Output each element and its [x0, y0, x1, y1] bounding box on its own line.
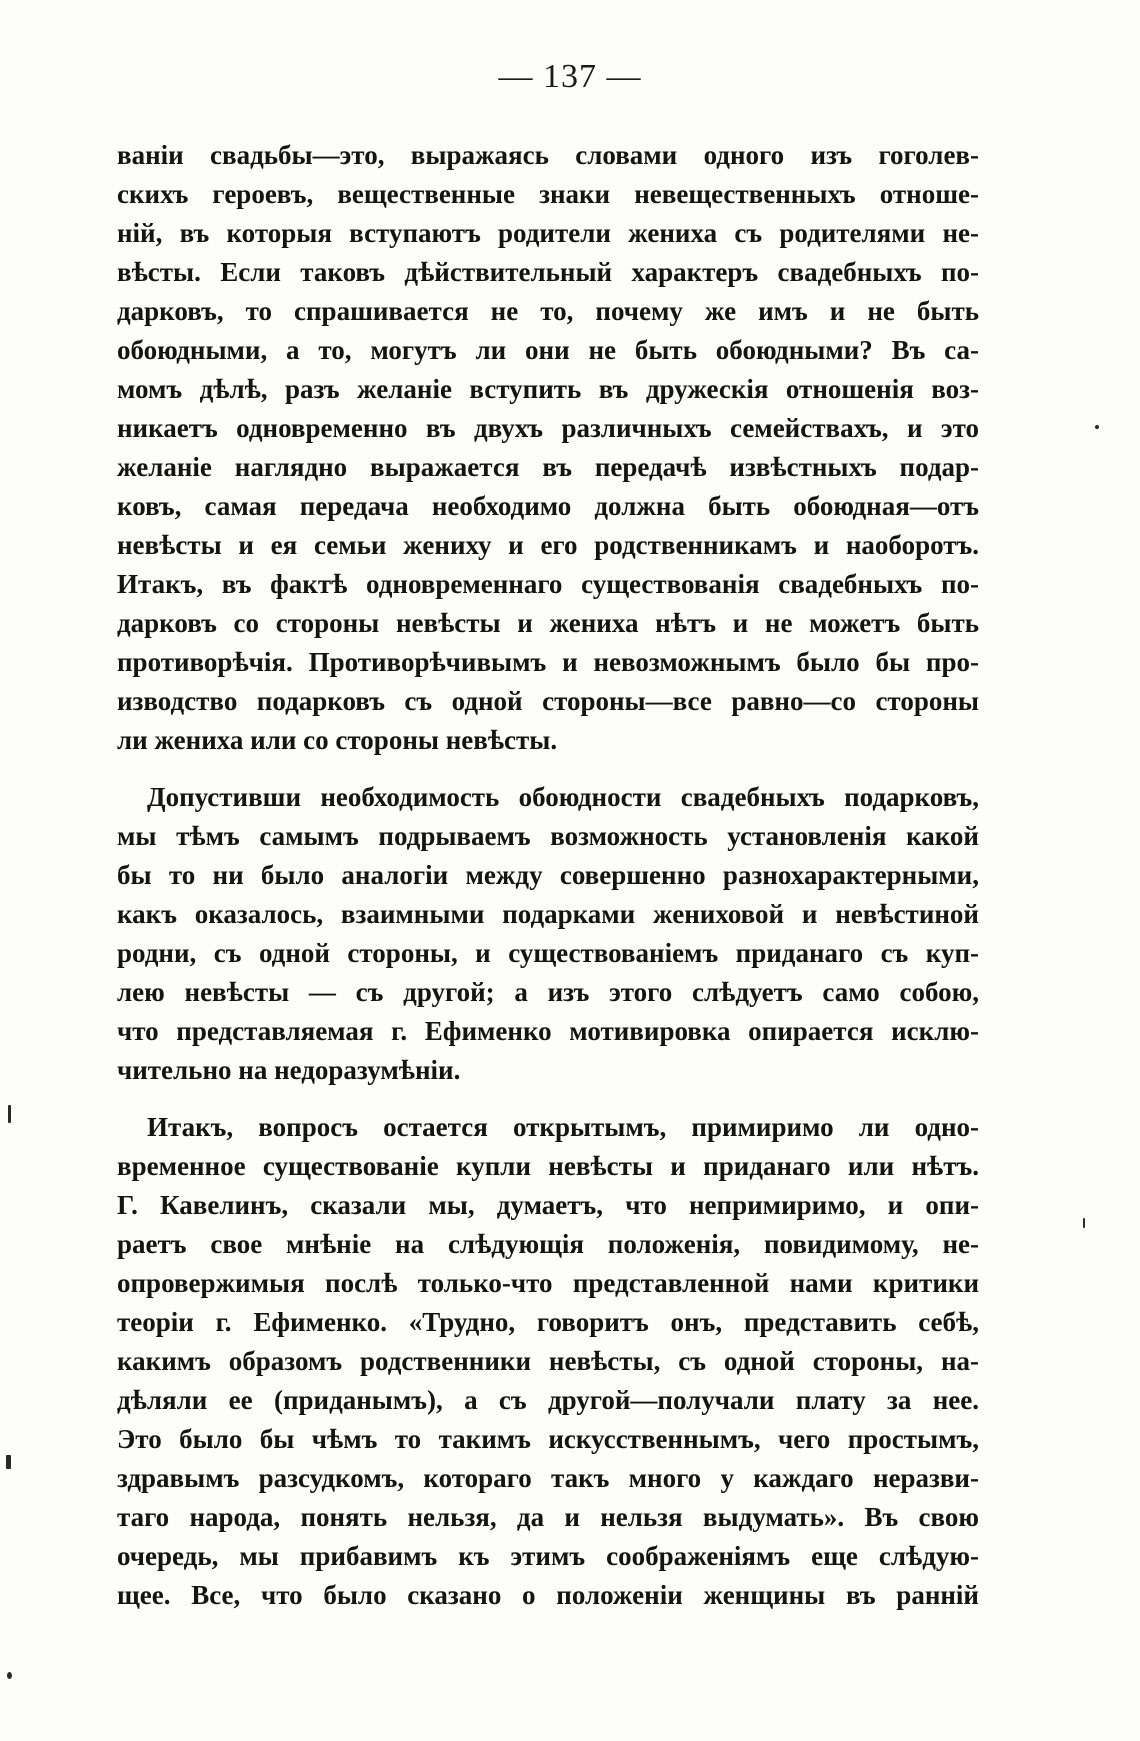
text-line: дарковъ со стороны невѣсты и жениха нѣтъ и не можетъ быть	[117, 608, 979, 638]
text-line: какимъ образомъ родственники невѣсты, съ одной стороны, на-	[117, 1346, 979, 1376]
text-line: Это было бы чѣмъ то такимъ искусственнымъ, чего простымъ,	[117, 1424, 979, 1454]
text-line: изводство подарковъ съ одной стороны—все равно—со стороны	[117, 686, 979, 716]
text-line: очередь, мы прибавимъ къ этимъ соображеніямъ еще слѣдую-	[117, 1541, 979, 1571]
text-line: обоюдными, а то, могутъ ли они не быть обоюдными? Въ са-	[117, 335, 979, 365]
text-line: ли жениха или со стороны невѣсты.	[117, 725, 558, 755]
page-number: — 137 —	[498, 58, 642, 95]
scan-speck	[6, 1455, 11, 1469]
body-text	[117, 136, 979, 1615]
text-line: момъ дѣлѣ, разъ желаніе вступить въ дружескія отношенія воз-	[117, 374, 979, 404]
text-line: вѣсты. Если таковъ дѣйствительный характеръ свадебныхъ по-	[117, 257, 979, 287]
text-line: чительно на недоразумѣніи.	[117, 1055, 461, 1085]
text-line: щее. Все, что было сказано о положеніи женщины въ ранній	[117, 1580, 979, 1610]
text-line: здравымъ разсудкомъ, котораго такъ много у каждаго неразви-	[117, 1463, 979, 1493]
text-line: опровержимыя послѣ только-что представленной нами критики	[117, 1268, 979, 1298]
text-line: ковъ, самая передача необходимо должна быть обоюдная—отъ	[117, 491, 979, 521]
text-line: лею невѣсты — съ другой; а изъ этого слѣдуетъ само собою,	[117, 977, 979, 1007]
paragraph-3	[117, 1108, 979, 1615]
text-line: Допустивши необходимость обоюдности свадебныхъ подарковъ,	[147, 782, 979, 812]
text-line: Итакъ, въ фактѣ одновременнаго существованія свадебныхъ по-	[117, 569, 979, 599]
text-line: раетъ свое мнѣніе на слѣдующія положенія, повидимому, не-	[117, 1229, 979, 1259]
text-line: ній, въ которыя вступаютъ родители жениха съ родителями не-	[117, 218, 979, 248]
text-line: скихъ героевъ, вещественные знаки невещественныхъ отноше-	[117, 179, 979, 209]
text-line: ваніи свадьбы—это, выражаясь словами одного изъ гоголев-	[117, 140, 979, 170]
scan-speck	[1095, 425, 1099, 429]
text-line: желаніе наглядно выражается въ передачѣ извѣстныхъ подар-	[117, 452, 979, 482]
text-line: дѣляли ее (приданымъ), а съ другой—получали плату за нее.	[117, 1385, 979, 1415]
text-line: какъ оказалось, взаимными подарками жениховой и невѣстиной	[117, 899, 979, 929]
text-line: Г. Кавелинъ, сказали мы, думаетъ, что непримиримо, и опи-	[117, 1190, 979, 1220]
paragraph-2	[117, 778, 979, 1090]
text-line: теоріи г. Ефименко. «Трудно, говоритъ онъ, представить себѣ,	[117, 1307, 979, 1337]
text-line: дарковъ, то спрашивается не то, почему же имъ и не быть	[117, 296, 979, 326]
text-line: таго народа, понять нельзя, да и нельзя выдумать». Въ свою	[117, 1502, 979, 1532]
paragraph-1	[117, 136, 979, 760]
scan-speck	[7, 1672, 12, 1679]
scan-speck	[1083, 1218, 1085, 1228]
text-line: противорѣчія. Противорѣчивымъ и невозможнымъ было бы про-	[117, 647, 979, 677]
text-line: никаетъ одновременно въ двухъ различныхъ семействахъ, и это	[117, 413, 979, 443]
text-line: что представляемая г. Ефименко мотивировка опирается исклю-	[117, 1016, 979, 1046]
text-line: мы тѣмъ самымъ подрываемъ возможность установленія какой	[117, 821, 979, 851]
scan-speck	[8, 1105, 11, 1123]
text-line: родни, съ одной стороны, и существованіемъ приданаго съ куп-	[117, 938, 979, 968]
text-line: временное существованіе купли невѣсты и приданаго или нѣтъ.	[117, 1151, 979, 1181]
text-line: невѣсты и ея семьи жениху и его родственникамъ и наоборотъ.	[117, 530, 979, 560]
text-line: Итакъ, вопросъ остается открытымъ, примиримо ли одно-	[147, 1112, 979, 1142]
text-line: бы то ни было аналогіи между совершенно разнохарактерными,	[117, 860, 979, 890]
